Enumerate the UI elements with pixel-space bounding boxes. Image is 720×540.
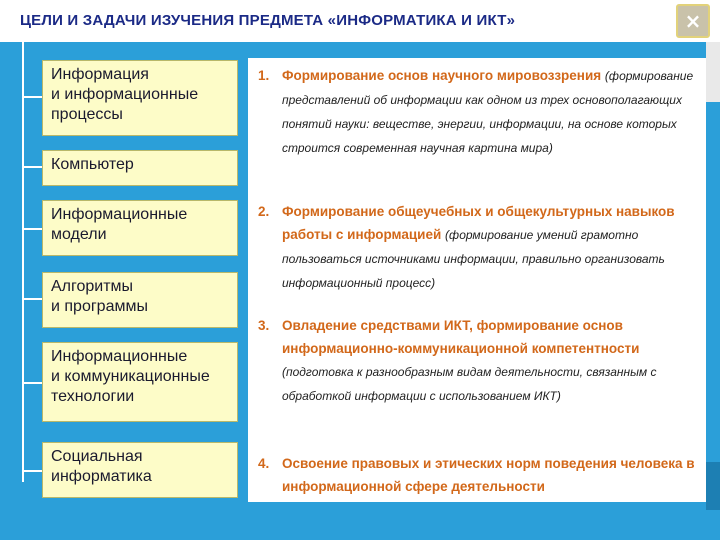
- goal-heading: Формирование основ научного мировоззрения: [282, 68, 602, 83]
- tree-connector: [22, 298, 42, 300]
- goal-number: 2.: [258, 204, 270, 219]
- goal-heading: Освоение правовых и этических норм поведения человека в информационной сфере деятельности: [282, 456, 695, 494]
- tree-connector: [22, 228, 42, 230]
- topic-models: Информационные модели: [42, 200, 238, 256]
- tree-connector: [22, 166, 42, 168]
- tree-connector-line: [22, 42, 24, 482]
- tree-connector: [22, 470, 42, 472]
- goal-note: (формирование умений грамотно пользоваться источниками информации, правильно организовать информационный процесс): [282, 228, 665, 290]
- close-icon: ×: [684, 9, 702, 33]
- goal-number: 3.: [258, 318, 270, 333]
- close-button[interactable]: [676, 4, 710, 38]
- side-decoration-lower: [706, 462, 720, 510]
- goal-note: (формирование представлений об информации как одном из трех основополагающих понятий науки: веществе, энергии, информации, на основе которых строится современная научная картина мира): [282, 69, 694, 155]
- tree-connector: [22, 382, 42, 384]
- tree-connector: [22, 96, 42, 98]
- topic-algorithms: Алгоритмы и программы: [42, 272, 238, 328]
- goal-item: [258, 200, 698, 295]
- goal-item: [258, 64, 698, 160]
- goal-item: [258, 314, 698, 408]
- goal-note: (подготовка к разнообразным видам деятельности, связанным с обработкой информации с использованием ИКТ): [282, 365, 657, 403]
- goal-number: 4.: [258, 456, 270, 471]
- topic-social: Социальная информатика: [42, 442, 238, 498]
- goals-panel: [248, 58, 706, 502]
- page-title: ЦЕЛИ И ЗАДАЧИ ИЗУЧЕНИЯ ПРЕДМЕТА «ИНФОРМАТИКА И ИКТ»: [20, 12, 516, 29]
- side-decoration: [706, 42, 720, 102]
- title-bar: [0, 0, 720, 42]
- topic-ict: Информационные и коммуникационные технологии: [42, 342, 238, 422]
- topic-information: Информация и информационные процессы: [42, 60, 238, 136]
- goal-item: [258, 452, 698, 499]
- goal-heading: Формирование общеучебных и общекультурных навыков работы с информацией: [282, 204, 675, 242]
- topic-computer: Компьютер: [42, 150, 238, 186]
- goal-heading: Овладение средствами ИКТ, формирование основ информационно-коммуникационной компетентности: [282, 318, 640, 356]
- goal-number: 1.: [258, 68, 270, 83]
